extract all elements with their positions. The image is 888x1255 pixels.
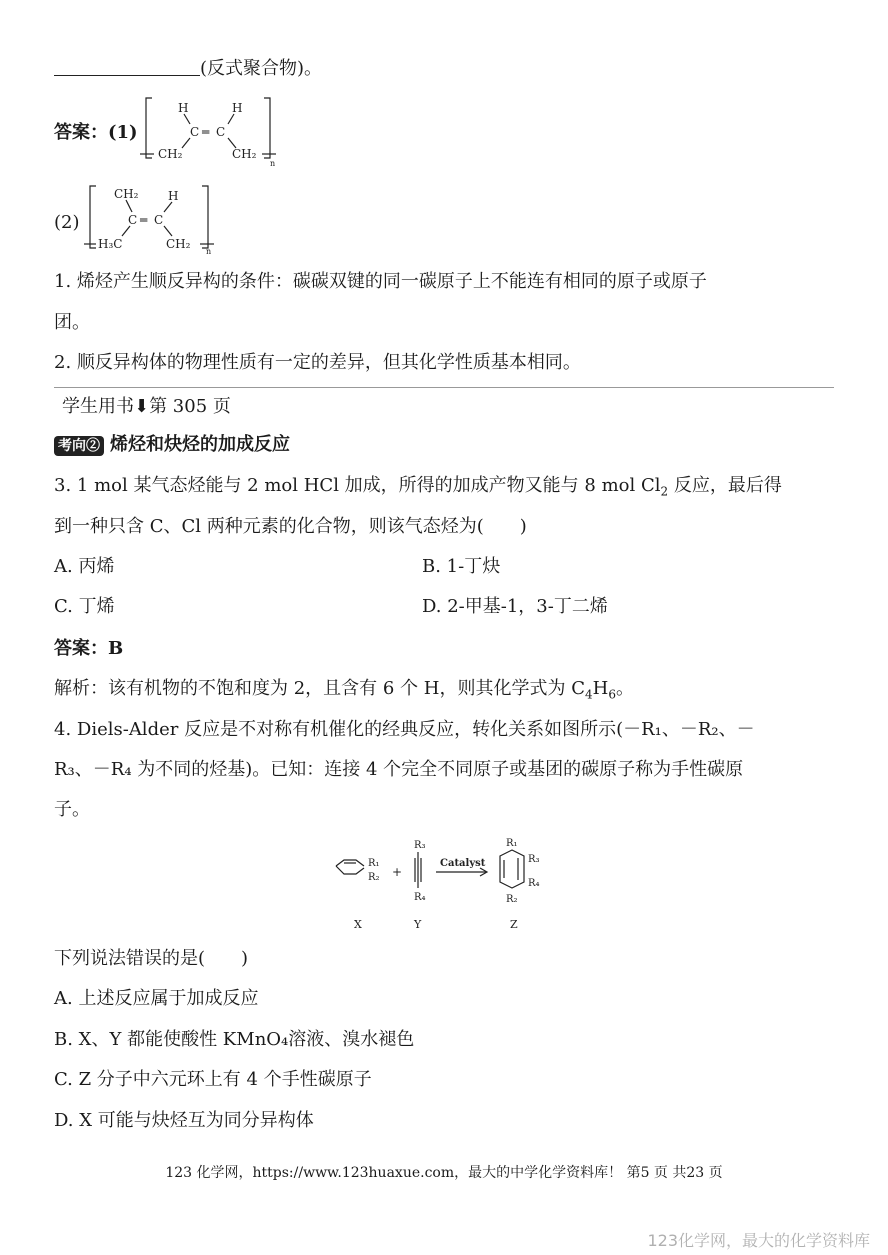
q4-question: 下列说法错误的是( ) (54, 948, 249, 969)
svg-text:C: C (128, 213, 138, 227)
svg-text:R₄: R₄ (528, 878, 540, 889)
svg-text:CH₂: CH₂ (114, 187, 139, 201)
book-reference: 学生用书⬇第 305 页 (62, 396, 231, 417)
svg-text:R₁: R₁ (368, 858, 380, 869)
svg-text:CH₂: CH₂ (232, 147, 257, 161)
svg-text:H₃C: H₃C (98, 237, 123, 251)
diels-alder-scheme (330, 836, 560, 936)
svg-text:n: n (206, 247, 212, 256)
svg-text:C: C (190, 125, 200, 139)
q3-answer: 答案：B (54, 638, 124, 659)
h-left: H (178, 101, 189, 115)
answer2-label: (2) (54, 212, 80, 233)
note-1-cont: 团。 (54, 312, 90, 333)
svg-text:R₃: R₃ (414, 840, 426, 851)
svg-text:C: C (216, 125, 226, 139)
answer1-label: 答案：(1) (54, 122, 138, 143)
svg-text:CH₂: CH₂ (166, 237, 191, 251)
blank-line: (反式聚合物)。 (54, 56, 322, 82)
topic-tag: 考向② (54, 436, 104, 456)
q4-option-b: B. X、Y 都能使酸性 KMnO₄溶液、溴水褪色 (54, 1029, 415, 1050)
q3-line1: 3. 1 mol 某气态烃能与 2 mol HCl 加成，所得的加成产物又能与 8 mol $Cl_2$ 反应，最后得 (54, 475, 782, 499)
topic-heading (54, 432, 290, 458)
q3-analysis: 解析：该有机物的不饱和度为 2，且含有 6 个 H，则其化学式为 $C_4H_6$。 (54, 678, 634, 702)
label-y: Y (414, 918, 422, 931)
svg-text:R₂: R₂ (506, 894, 518, 905)
note-2: 2. 顺反异构体的物理性质有一定的差异，但其化学性质基本相同。 (54, 352, 581, 373)
page-footer: 123 化学网，https://www.123huaxue.com，最大的中学化学资料库！ 第5 页 共23 页 (165, 1165, 723, 1181)
svg-text:═: ═ (140, 213, 148, 227)
svg-text:n: n (270, 159, 276, 168)
svg-text:+: + (392, 865, 403, 879)
q3-option-c: C. 丁烯 (54, 596, 115, 617)
svg-text:H: H (168, 189, 179, 203)
h-right: H (232, 101, 243, 115)
svg-text:R₄: R₄ (414, 892, 426, 903)
label-x: X (354, 918, 362, 931)
q4-line2: R₃、－R₄ 为不同的烃基)。已知：连接 4 个完全不同原子或基团的碳原子称为手性碳原 (54, 759, 744, 780)
svg-text:═: ═ (202, 125, 210, 139)
q3-option-d: D. 2-甲基-1，3-丁二烯 (422, 596, 608, 617)
watermark: 123化学网，最大的化学资料库 (647, 1231, 870, 1250)
svg-text:Catalyst: Catalyst (440, 858, 486, 869)
svg-text:R₃: R₃ (528, 854, 540, 865)
q4-option-a: A. 上述反应属于加成反应 (54, 988, 259, 1009)
svg-text:R₂: R₂ (368, 872, 380, 883)
section-divider (54, 387, 834, 388)
answer-blank (54, 57, 200, 76)
q4-line3: 子。 (54, 799, 90, 820)
q3-line2: 到一种只含 C、Cl 两种元素的化合物，则该气态烃为( ) (54, 516, 527, 537)
topic-title: 烯烃和炔烃的加成反应 (110, 434, 290, 455)
q4-line1: 4. Diels-Alder 反应是不对称有机催化的经典反应，转化关系如图所示(－R₁、－R₂、－ (54, 719, 755, 740)
polymer-structure-1 (140, 92, 280, 172)
svg-text:C: C (154, 213, 164, 227)
polymer-structure-2 (84, 182, 224, 262)
svg-text:R₁: R₁ (506, 838, 518, 849)
q4-option-c: C. Z 分子中六元环上有 4 个手性碳原子 (54, 1069, 372, 1090)
q4-option-d: D. X 可能与炔烃互为同分异构体 (54, 1110, 314, 1131)
q3-option-b: B. 1-丁炔 (422, 556, 501, 577)
q3-option-a: A. 丙烯 (54, 556, 115, 577)
note-1: 1. 烯烃产生顺反异构的条件：碳碳双键的同一碳原子上不能连有相同的原子或原子 (54, 271, 707, 292)
label-z: Z (510, 918, 518, 931)
svg-text:CH₂: CH₂ (158, 147, 183, 161)
